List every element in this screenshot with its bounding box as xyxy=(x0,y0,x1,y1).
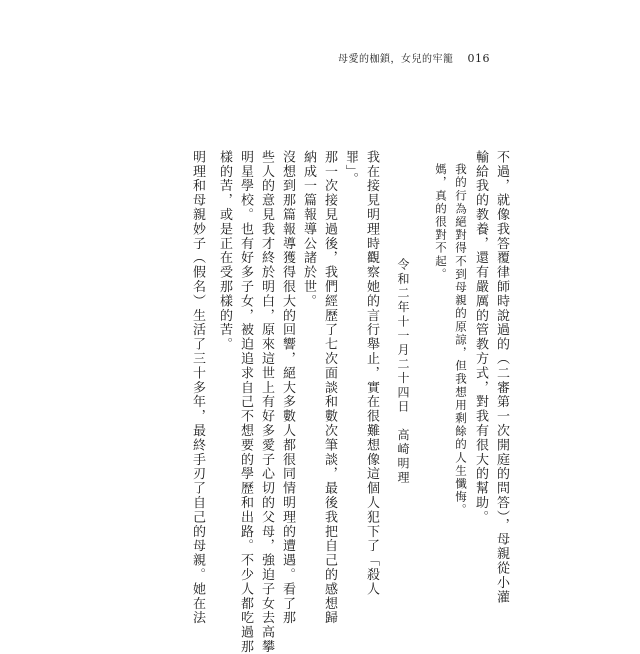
signature-date: 令和二年十一月二十四日 高崎明理 xyxy=(396,258,410,486)
text-column: 明星學校。也有好多子女，被迫追求自己不想要的學歷和出路。不少人都吃過那 xyxy=(238,150,253,654)
text-column: 媽，真的很對不起。 xyxy=(434,163,448,281)
text-column: 輸給我的教養，還有嚴厲的管教方式，對我有很大的幫助。 xyxy=(473,150,488,525)
text-column: 些人的意見我才終於明白，原來這世上有好多愛子心切的父母，強迫子女去高攀 xyxy=(259,150,274,654)
text-column: 沒想到那篇報導獲得很大的回響，絕大多數人都很同情明理的遭遇。看了那 xyxy=(280,150,295,626)
text-column: 那一次接見過後，我們經歷了七次面談和數次筆談，最後我把自己的感想歸 xyxy=(322,150,337,626)
vertical-text-block xyxy=(168,150,509,654)
text-column: 明理和母親妙子（假名）生活了三十多年，最終手刃了自己的母親。她在法 xyxy=(190,150,205,626)
text-column: 樣的苦，或是正在受那樣的苦。 xyxy=(217,150,232,352)
text-column: 我在接見明理時觀察她的言行舉止，實在很難想像這個人犯下了「殺人 xyxy=(364,150,379,597)
page-number: 016 xyxy=(467,52,490,65)
book-title: 母愛的枷鎖，女兒的牢籠 xyxy=(338,54,454,65)
running-header xyxy=(338,50,490,65)
text-column: 納成一篇報導公諸於世。 xyxy=(301,150,316,309)
text-column: 不過，就像我答覆律師時說過的（二審第一次開庭的問答），母親從小灌 xyxy=(494,150,509,605)
text-column: 罪」。 xyxy=(343,150,358,187)
text-column: 我的行為絕對得不到母親的原諒，但我想用剩餘的人生懺悔。 xyxy=(454,163,468,517)
